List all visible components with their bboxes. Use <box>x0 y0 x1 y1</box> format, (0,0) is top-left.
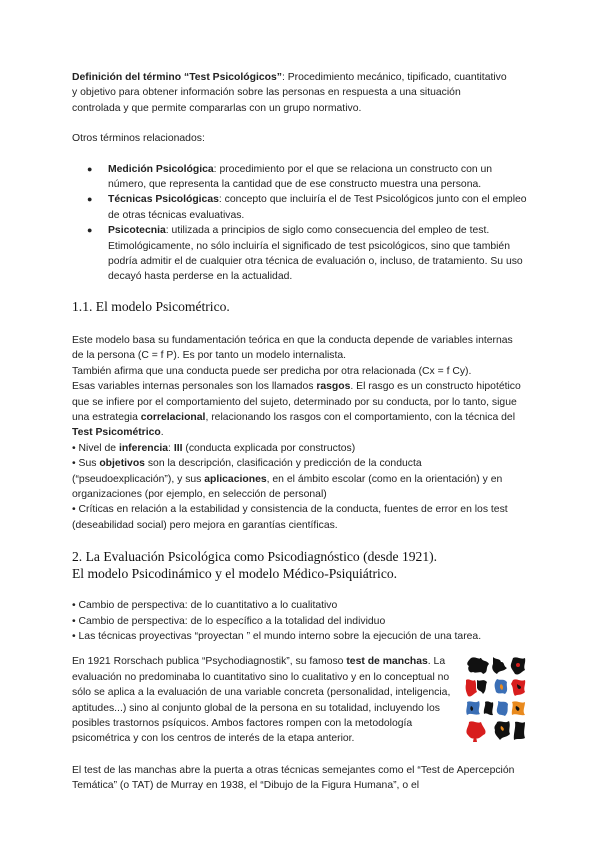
definition-term: Definición del término “Test Psicológicos” <box>72 72 282 83</box>
bullet-icon: ● <box>87 163 93 174</box>
document-page <box>72 70 528 794</box>
inkblot-card <box>511 658 525 675</box>
related-terms-list <box>72 162 528 285</box>
list-item: ● Medición Psicológica: procedimiento por el que se relaciona un constructo con un número, que representa la cantidad que de ese constructo muestra una persona. <box>87 163 493 191</box>
section1-body <box>72 333 526 533</box>
list-item: ● Psicotecnia: utilizada a principios de siglo como consecuencia del empleo de test. Etimológicamente, no sólo incluiría el significado de test psicológicos, sino que también podría admitir el de cualquier otra técnica de evaluación o, incluso, de tratamiento. Su uso decayó hasta perderse en la actualidad. <box>87 225 523 283</box>
related-terms-intro: Otros términos relacionados: <box>72 133 205 145</box>
paragraph: Este modelo basa su fundamentación teórica en que la conducta depende de variables internas de la persona (C = f P). Es por tanto un modelo internalista. <box>72 334 513 362</box>
paragraph: También afirma que una conducta puede ser predicha por otra relacionada (Cx = f Cy). <box>72 365 472 377</box>
bullet-icon: ● <box>87 225 93 236</box>
list-item: • Cambio de perspectiva: de lo cuantitativo a lo cualitativo <box>72 600 338 612</box>
paragraph: El test de las manchas abre la puerta a otras técnicas semejantes como el “Test de Apercepción Temática” (o TAT) de Murray en 1938, el “Dibujo de la Figura Humana”, o el <box>72 764 515 792</box>
paragraph: • Nivel de inferencia: III (conducta explicada por constructos) <box>72 442 356 454</box>
bullet-icon: ● <box>87 194 93 205</box>
inkblot-card <box>467 657 507 674</box>
rorschach-block <box>72 654 528 746</box>
definition-paragraph: Definición del término “Test Psicológicos”: Procedimiento mecánico, tipificado, cuantitativo y objetivo para obtener información sobre las personas en respuesta a una situación controlada y que permite compararlas con un grupo normativo. <box>72 72 507 114</box>
paragraph: En 1921 Rorschach publica “Psychodiagnostik”, su famoso test de manchas. La evaluación no predominaba lo cuantitativo sino lo cualitativo y en lo conceptual no sólo se aplica a la evaluación de una variable concreta (personalidad, inteligencia, aptitudes...) sino al conjunto global de la persona en su totalidad, incluyendo los posibles trastornos psíquicos. Ambos factores rompen con la metodología psicométrica y con los centros de interés de la etapa anterior. <box>72 656 451 745</box>
inkblot-card <box>466 721 525 742</box>
inkblot-card <box>466 701 525 716</box>
list-item: • Las técnicas proyectivas “proyectan ” el mundo interno sobre la ejecución de una tarea. <box>72 630 482 642</box>
inkblot-card <box>466 679 526 697</box>
paragraph: • Críticas en relación a la estabilidad y consistencia de la conducta, fuentes de error en los test (deseabilidad social) pero mejora en garantías científicas. <box>72 504 508 531</box>
section-heading-psicodiagnostico: 2. La Evaluación Psicológica como Psicodiagnóstico (desde 1921). El modelo Psicodinámico y el modelo Médico-Psiquiátrico. <box>72 549 438 582</box>
section2-bullets <box>72 598 528 644</box>
list-item: ● Técnicas Psicológicas: concepto que incluiría el de Test Psicológicos junto con el empleo de otras técnicas evaluativas. <box>87 194 527 221</box>
section-heading-psicometrico: 1.1. El modelo Psicométrico. <box>72 298 230 314</box>
paragraph: • Sus objetivos son la descripción, clasificación y predicción de la conducta (“pseudoexplicación”), y sus aplicaciones, en el ámbito escolar (como en la orientación) y en organizaciones (por ejemplo, en selección de personal) <box>72 458 503 500</box>
rorschach-inkblots-image <box>463 654 529 744</box>
paragraph: Esas variables internas personales son los llamados rasgos. El rasgo es un constructo hipotético que se infiere por el comportamiento del sujeto, determinado por su conducta, por lo tanto, sigue una estrategia correlacional, relacionando los rasgos con el comportamiento, con la técnica del Test Psicométrico. <box>72 381 521 439</box>
list-item: • Cambio de perspectiva: de lo específico a la totalidad del individuo <box>72 615 386 627</box>
